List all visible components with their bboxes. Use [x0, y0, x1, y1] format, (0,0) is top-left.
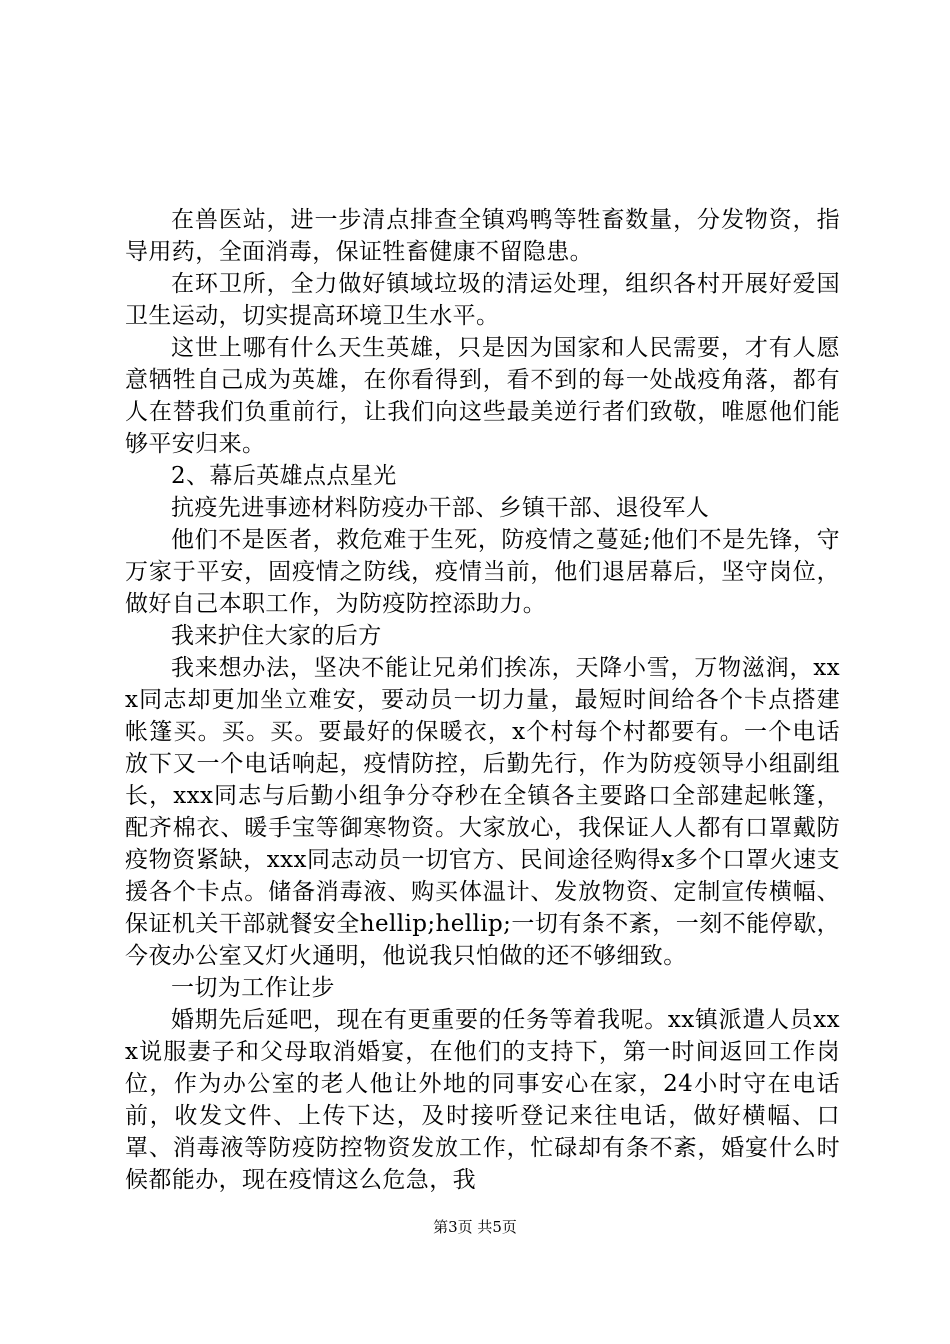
paragraph-sanitation-office: 在环卫所，全力做好镇域垃圾的清运处理，组织各村开展好爱国卫生运动，切实提高环境卫生水平。: [125, 271, 840, 329]
paragraph-logistics-story: 我来想办法，坚决不能让兄弟们挨冻，天降小雪，万物滋润，xxx同志却更加坐立难安，要动员一切力量，最短时间给各个卡点搭建帐篷买。买。买。要最好的保暖衣，x个村每个村都要有。一个电话放下又一个电话响起，疫情防控，后勤先行，作为防疫领导小组副组长，xxx同志与后勤小组争分夺秒在全镇各主要路口全部建起帐篷，配齐棉衣、暖手宝等御寒物资。大家放心，我保证人人都有口罩戴防疫物资紧缺，xxx同志动员一切官方、民间途径购得x多个口罩火速支援各个卡点。储备消毒液、购买体温计、发放物资、定制宣传横幅、保证机关干部就餐安全hellip;hellip;一切有条不紊，一刻不能停歇，今夜办公室又灯火通明，他说我只怕做的还不够细致。: [125, 655, 840, 969]
paragraph-heroes-tribute: 这世上哪有什么天生英雄，只是因为国家和人民需要，才有人愿意牺牲自己成为英雄，在你看得到，看不到的每一处战疫角落，都有人在替我们负重前行，让我们向这些最美逆行者们致敬，唯愿他们能够平安归来。: [125, 335, 840, 457]
paragraph-veterinary-station: 在兽医站，进一步清点排查全镇鸡鸭等牲畜数量，分发物资，指导用药，全面消毒，保证牲畜健康不留隐患。: [125, 207, 840, 265]
section-heading-behind-scenes: 2、幕后英雄点点星光: [171, 463, 397, 489]
paragraph-material-subtitle: 抗疫先进事迹材料防疫办干部、乡镇干部、退役军人: [171, 495, 710, 521]
paragraph-wedding-postponed: 婚期先后延吧，现在有更重要的任务等着我呢。xx镇派遣人员xxx说服妻子和父母取消婚宴，在他们的支持下，第一时间返回工作岗位，作为办公室的老人他让外地的同事安心在家，24小时守在电话前，收发文件、上传下达，及时接听登记来往电话，做好横幅、口罩、消毒液等防疫防控物资发放工作，忙碌却有条不紊，婚宴什么时候都能办，现在疫情这么危急，我: [125, 1007, 840, 1193]
paragraph-not-doctors: 他们不是医者，救危难于生死，防疫情之蔓延;他们不是先锋，守万家于平安，固疫情之防线，疫情当前，他们退居幕后，坚守岗位，做好自己本职工作，为防疫防控添助力。: [125, 527, 840, 617]
page-number-footer: 第3页 共5页: [433, 1218, 517, 1236]
document-body: [125, 204, 840, 1196]
subheading-work-first: 一切为工作让步: [171, 975, 335, 1001]
subheading-guard-rear: 我来护住大家的后方: [171, 623, 382, 649]
